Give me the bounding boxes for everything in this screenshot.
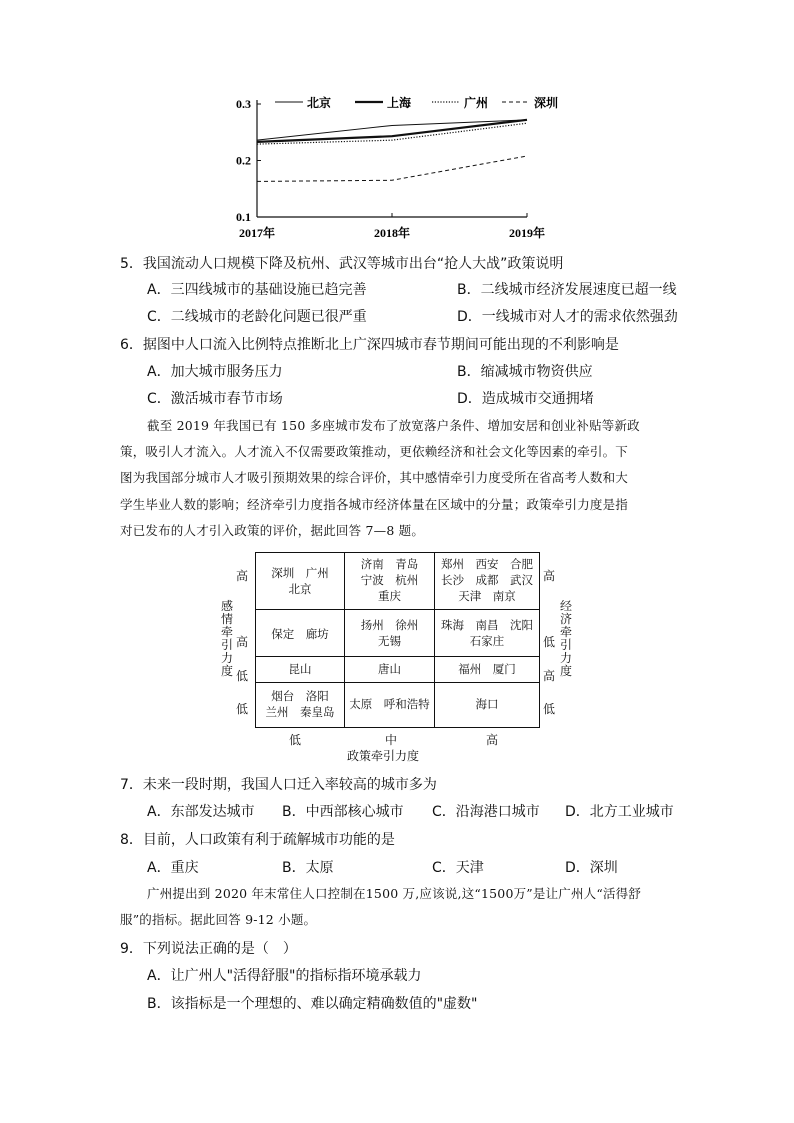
chart-series <box>257 120 527 182</box>
cell-text: 深圳 广州 <box>271 566 329 580</box>
cell-r2c1: 保定 廊坊 <box>271 627 329 641</box>
cell-text: 北京 <box>288 582 312 596</box>
q6-stem: 6．据图中人口流入比例特点推断北上广深四城市春节期间可能出现的不利影响是 <box>120 337 619 353</box>
chart-legend <box>275 95 558 110</box>
q8-stem: 8．目前，人口政策有利于疏解城市功能的是 <box>120 832 395 848</box>
cell-text: 郑州 西安 合肥 <box>441 557 533 571</box>
cell-r1c2 <box>345 556 434 604</box>
passage2-line2: 服”的指标。据此回答 9-12 小题。 <box>120 912 317 927</box>
passage1-line5: 对已发布的人才引入政策的评价，据此回答 7—8 题。 <box>120 523 425 538</box>
cell-text: 宁波 杭州 <box>360 573 419 587</box>
q5-stem: 5．我国流动人口规模下降及杭州、武汉等城市出台“抢人大战”政策说明 <box>120 256 564 272</box>
left-high-label: 高 <box>236 569 249 583</box>
cell-text: 扬州 徐州 <box>360 618 419 632</box>
cell-r2c2 <box>345 617 434 649</box>
passage1-line1: 截至 2019 年我国已有 150 多座城市发布了放宽落户条件、增加安居和创业补贴等新政 <box>147 418 640 433</box>
q5-option-d[interactable]: D．一线城市对人才的需求依然强劲 <box>457 309 678 325</box>
talent-attraction-matrix <box>255 552 540 728</box>
cell-r1c1 <box>256 565 344 597</box>
left-low-label: 低 <box>236 669 249 683</box>
passage1-line4: 学生毕业人数的影响；经济牵引力度指各城市经济体量在区域中的分量；政策牵引力度是指 <box>120 497 629 512</box>
x-tick-label: 2018年 <box>373 226 411 240</box>
q6-option-a[interactable]: A．加大城市服务压力 <box>147 364 283 380</box>
cell-text: 珠海 南昌 沈阳 <box>441 618 533 632</box>
q7-stem: 7．未来一段时期，我国人口迁入率较高的城市多为 <box>120 777 437 793</box>
left-low-label-2: 低 <box>236 702 249 716</box>
q5-option-a[interactable]: A．三四线城市的基础设施已趋完善 <box>147 282 367 298</box>
q6-option-d[interactable]: D．造成城市交通拥堵 <box>457 391 594 407</box>
q7-option-b[interactable]: B．中西部核心城市 <box>282 804 404 820</box>
cell-r2c3 <box>435 617 539 649</box>
right-low-label-2: 低 <box>543 702 556 716</box>
left-high-label-2: 高 <box>236 635 249 649</box>
left-axis-label: 感情牵引力度 <box>220 599 233 678</box>
x-tick-label: 2017年 <box>238 226 276 240</box>
cell-text: 烟台 洛阳 <box>271 689 329 703</box>
q7-option-c[interactable]: C．沿海港口城市 <box>432 804 540 820</box>
q8-option-a[interactable]: A．重庆 <box>147 860 199 876</box>
matrix-hline-2 <box>256 656 539 657</box>
cell-text: 长沙 成都 武汉 <box>441 573 533 587</box>
cell-r4c1 <box>256 688 344 720</box>
right-low-label: 低 <box>543 635 556 649</box>
right-high-label-2: 高 <box>543 669 556 683</box>
bottom-axis-label: 政策牵引力度 <box>347 749 420 763</box>
q5-option-c[interactable]: C．二线城市的老龄化问题已很严重 <box>147 309 367 325</box>
q7-option-d[interactable]: D．北方工业城市 <box>565 804 674 820</box>
passage2-line1: 广州提出到 2020 年末常住人口控制在1500 万,应该说,这“1500万”是让广州人“活得舒 <box>147 886 642 901</box>
series-line-深圳 <box>257 156 527 181</box>
q8-option-b[interactable]: B．太原 <box>282 860 334 876</box>
q9-option-b[interactable]: B．该指标是一个理想的、难以确定精确数值的"虚数" <box>147 996 478 1012</box>
cell-r1c3 <box>435 556 539 604</box>
cell-r3c2: 唐山 <box>378 662 401 676</box>
cell-text: 重庆 <box>378 589 401 603</box>
y-tick-label: 0.3 <box>236 97 251 111</box>
cell-text: 济南 青岛 <box>360 557 419 571</box>
cell-text: 石家庄 <box>469 634 505 648</box>
legend-label: 深圳 <box>534 96 559 110</box>
cell-text: 兰州 秦皇岛 <box>265 705 335 719</box>
legend-label: 上海 <box>387 96 412 110</box>
q5-option-b[interactable]: B．二线城市经济发展速度已超一线 <box>457 282 677 298</box>
right-high-label: 高 <box>543 569 556 583</box>
chart-ticks <box>236 97 545 240</box>
x-tick-label: 2019年 <box>508 226 546 240</box>
legend-label: 北京 <box>307 96 332 110</box>
series-line-上海 <box>257 120 527 142</box>
q9-option-a[interactable]: A．让广州人"活得舒服"的指标指环境承载力 <box>147 968 422 984</box>
y-tick-label: 0.2 <box>236 153 251 168</box>
legend-label: 广州 <box>464 96 489 110</box>
q6-option-b[interactable]: B．缩减城市物资供应 <box>457 364 593 380</box>
q8-option-c[interactable]: C．天津 <box>432 860 484 876</box>
q6-option-c[interactable]: C．激活城市春节市场 <box>147 391 283 407</box>
right-axis-label: 经济牵引力度 <box>559 599 572 678</box>
matrix-hline-3 <box>256 682 539 683</box>
q7-option-a[interactable]: A．东部发达城市 <box>147 804 255 820</box>
matrix-hline-1 <box>256 609 539 610</box>
bottom-mid-label: 中 <box>385 733 398 747</box>
y-tick-label: 0.1 <box>236 210 251 224</box>
q8-option-d[interactable]: D．深圳 <box>565 860 618 876</box>
cell-text: 无锡 <box>378 634 401 648</box>
line-chart <box>220 88 560 240</box>
q9-stem: 9．下列说法正确的是（ ） <box>120 941 297 957</box>
cell-text: 天津 南京 <box>458 589 516 603</box>
cell-r4c2: 太原 呼和浩特 <box>349 697 430 711</box>
passage1-line2: 策，吸引人才流入。人才流入不仅需要政策推动，更依赖经济和社会文化等因素的牵引。下 <box>120 444 629 459</box>
cell-r3c3: 福州 厦门 <box>458 662 516 676</box>
cell-r4c3: 海口 <box>475 697 499 711</box>
chart-axes <box>257 100 527 217</box>
bottom-low-label: 低 <box>289 733 302 747</box>
passage1-line3: 图为我国部分城市人才吸引预期效果的综合评价，其中感情牵引力度受所在省高考人数和大 <box>120 470 629 485</box>
cell-r3c1: 昆山 <box>288 662 312 676</box>
bottom-high-label: 高 <box>486 733 499 747</box>
